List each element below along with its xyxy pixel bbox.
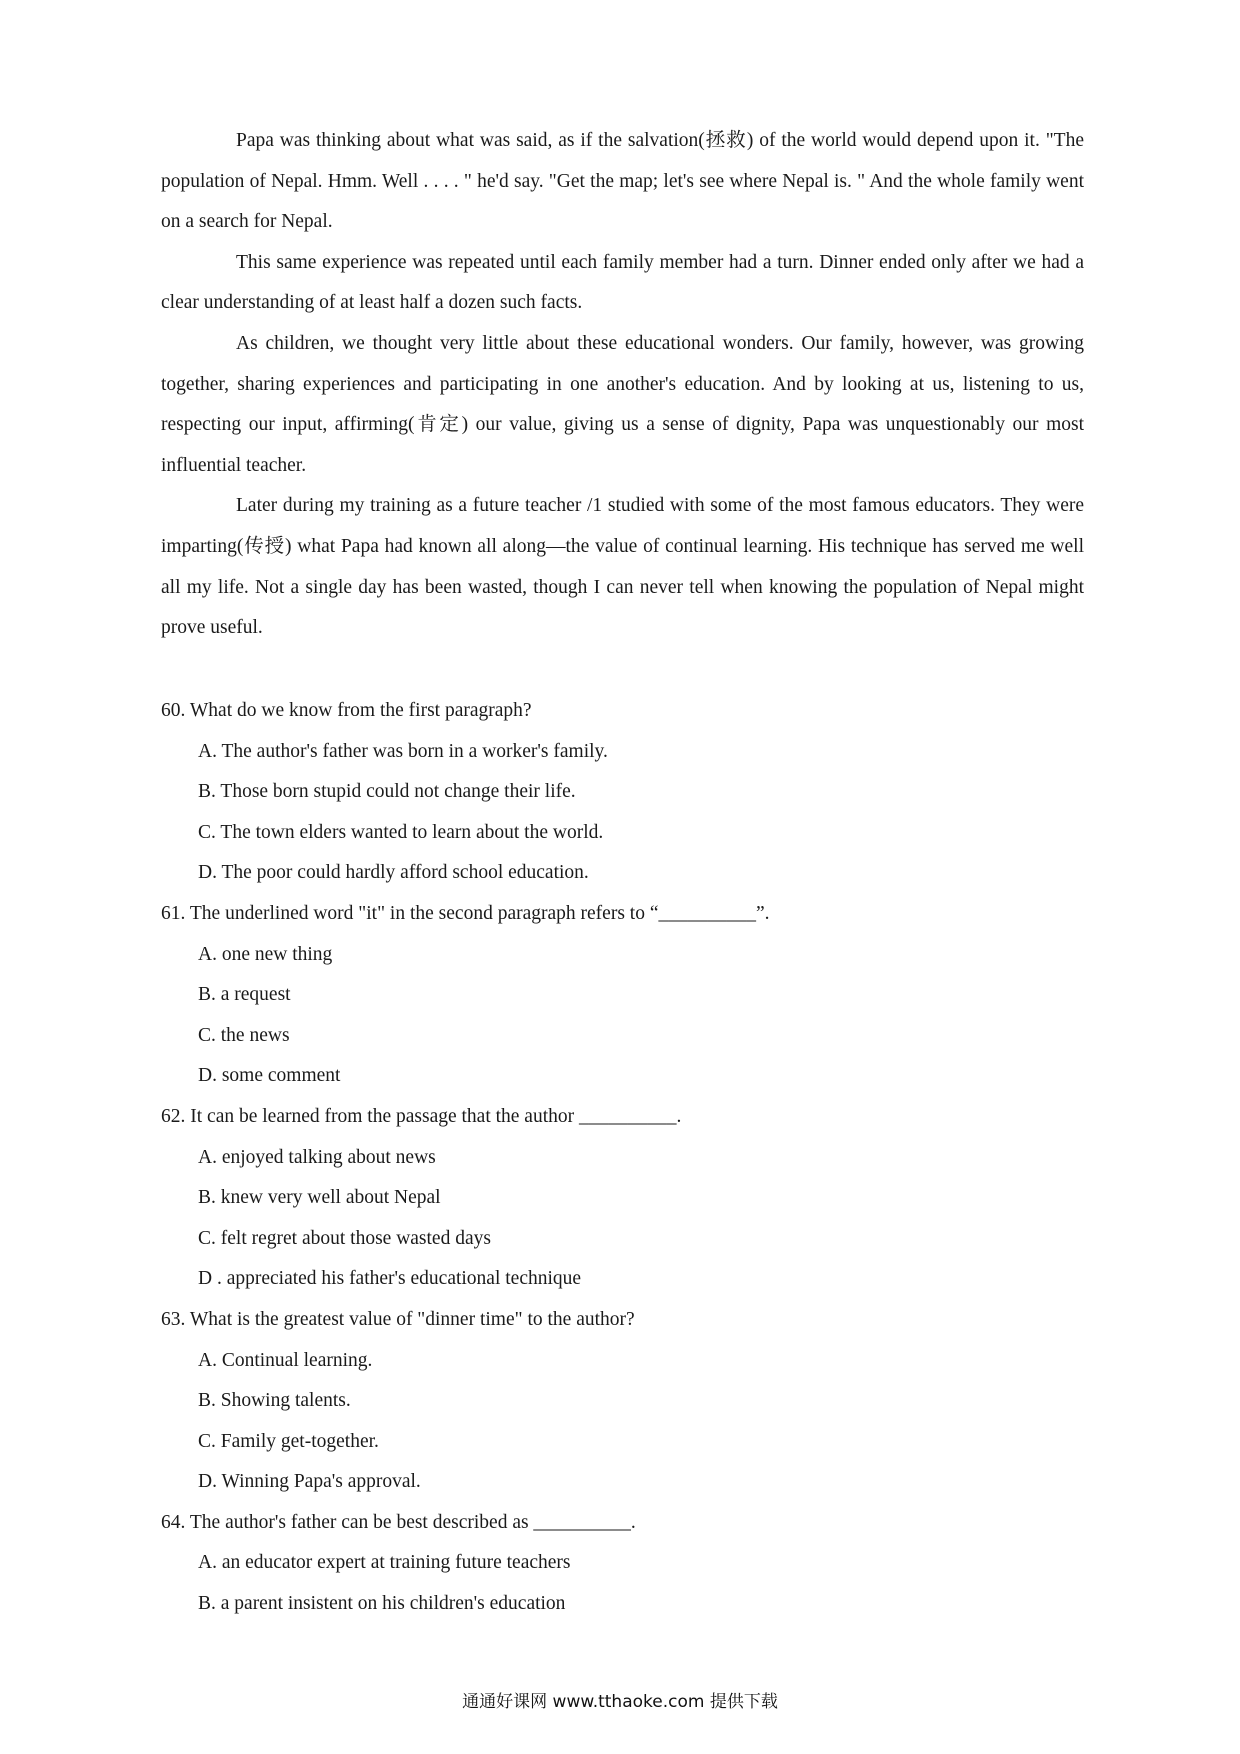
- question-stem: 63. What is the greatest value of "dinner time" to the author?: [161, 1308, 635, 1330]
- answer-option: B. Those born stupid could not change their life.: [198, 781, 576, 803]
- question-stem: 62. It can be learned from the passage that the author __________.: [161, 1105, 682, 1127]
- question-list: [161, 691, 1084, 1625]
- answer-option: A. an educator expert at training future teachers: [198, 1552, 571, 1574]
- answer-option: A. one new thing: [198, 943, 333, 965]
- question-60: [161, 691, 1084, 894]
- answer-option: C. The town elders wanted to learn about the world.: [198, 821, 604, 843]
- passage-paragraph: Later during my training as a future teacher /1 studied with some of the most famous educators. They were imparting(传授) what Papa had known all along—the value of continual learning. His technique has served me well all my life. Not a single day has been wasted, though I can never tell when knowing the population of Nepal might prove useful.: [161, 495, 1084, 639]
- passage-paragraph: This same experience was repeated until each family member had a turn. Dinner ended only after we had a clear understanding of at least half a dozen such facts.: [161, 251, 1084, 314]
- question-61: [161, 894, 1084, 1097]
- answer-option: A. The author's father was born in a worker's family.: [198, 740, 608, 762]
- answer-option: B. a request: [198, 984, 291, 1006]
- answer-option: D. The poor could hardly afford school education.: [198, 862, 589, 884]
- answer-option: B. Showing talents.: [198, 1390, 351, 1412]
- answer-option: B. a parent insistent on his children's education: [198, 1593, 566, 1615]
- page-footer: 通通好课网 www.tthaoke.com 提供下载: [462, 1692, 778, 1712]
- question-63: [161, 1300, 1084, 1503]
- question-64: [161, 1503, 1084, 1625]
- passage-paragraph: Papa was thinking about what was said, as if the salvation(拯救) of the world would depend upon it. "The population of Nepal. Hmm. Well . . . . " he'd say. "Get the map; let's see where Nepal is. " And the whole family went on a search for Nepal.: [161, 130, 1084, 233]
- reading-passage: [161, 121, 1084, 649]
- answer-option: C. Family get-together.: [198, 1430, 379, 1452]
- answer-option: A. enjoyed talking about news: [198, 1146, 436, 1168]
- answer-option: B. knew very well about Nepal: [198, 1187, 441, 1209]
- answer-option: C. felt regret about those wasted days: [198, 1227, 491, 1249]
- answer-option: D . appreciated his father's educational technique: [198, 1268, 582, 1290]
- question-62: [161, 1097, 1084, 1300]
- question-stem: 60. What do we know from the first paragraph?: [161, 700, 532, 721]
- answer-option: A. Continual learning.: [198, 1349, 373, 1371]
- passage-paragraph: As children, we thought very little about these educational wonders. Our family, however, was growing together, sharing experiences and participating in one another's education. And by looking at us, listening to us, respecting our input, affirming(肯定) our value, giving us a sense of dignity, Papa was unquestionably our most influential teacher.: [161, 332, 1084, 476]
- answer-option: D. Winning Papa's approval.: [198, 1471, 421, 1493]
- question-stem: 64. The author's father can be best described as __________.: [161, 1511, 636, 1533]
- answer-option: C. the news: [198, 1024, 290, 1046]
- answer-option: D. some comment: [198, 1065, 341, 1087]
- question-stem: 61. The underlined word "it" in the second paragraph refers to “__________”.: [161, 902, 770, 924]
